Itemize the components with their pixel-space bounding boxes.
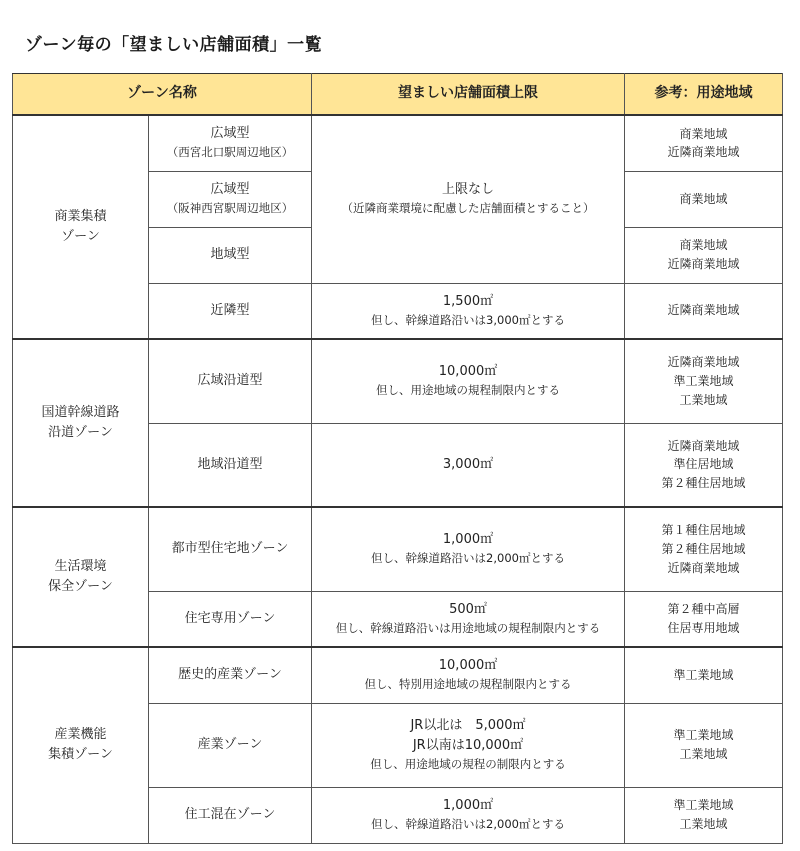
reference-line: 工業地域 xyxy=(679,817,728,831)
reference-cell xyxy=(625,591,783,647)
reference-cell xyxy=(625,339,783,423)
zone-name-line: 産業機能 xyxy=(54,727,107,743)
sub-type-label: 地域沿道型 xyxy=(197,456,263,472)
sub-type-cell xyxy=(149,227,312,283)
reference-cell xyxy=(625,703,783,787)
reference-line: 商業地域 xyxy=(679,238,728,253)
area-main-text: 1,000㎡ xyxy=(442,798,494,814)
reference-line: 工業地域 xyxy=(679,747,728,761)
area-cell xyxy=(312,283,625,339)
area-main-text: JR以北は 5,000㎡ xyxy=(410,717,526,733)
reference-line: 近隣商業地域 xyxy=(667,438,740,453)
sub-type-label: 地域型 xyxy=(210,246,250,262)
zone-cell-living xyxy=(13,507,149,647)
sub-type-cell xyxy=(149,283,312,339)
sub-type-cell xyxy=(149,423,312,507)
area-main-text: 3,000㎡ xyxy=(442,456,494,472)
area-main-text: 10,000㎡ xyxy=(438,658,498,674)
reference-line: 準工業地域 xyxy=(673,667,734,682)
sub-type-label: 広域沿道型 xyxy=(197,373,263,389)
sub-type-cell xyxy=(149,591,312,647)
zone-area-table xyxy=(12,73,783,844)
area-note-text: 但し、用途地域の規程制限内とする xyxy=(376,383,561,398)
zone-name-line: 生活環境 xyxy=(54,558,107,574)
sub-type-label: 住工混在ゾーン xyxy=(184,806,276,822)
reference-line: 近隣商業地域 xyxy=(667,145,740,160)
table-row xyxy=(13,339,783,423)
sub-type-note: （阪神西宮駅周辺地区） xyxy=(166,201,294,216)
table-row xyxy=(13,647,783,703)
reference-line: 第２種住居地域 xyxy=(661,476,746,491)
sub-type-label: 近隣型 xyxy=(210,302,250,318)
reference-line: 商業地域 xyxy=(679,126,728,141)
area-cell-shared xyxy=(312,115,625,283)
sub-type-note: （西宮北口駅周辺地区） xyxy=(166,145,294,160)
area-cell xyxy=(312,423,625,507)
sub-type-cell xyxy=(149,339,312,423)
reference-line: 準工業地域 xyxy=(673,728,734,743)
area-main-text: 上限なし xyxy=(442,182,495,198)
area-main-text: 1,500㎡ xyxy=(442,293,494,309)
zone-name-line: 保全ゾーン xyxy=(48,579,113,594)
area-note-text: 但し、幹線道路沿いは2,000㎡とする xyxy=(371,551,565,566)
table-header-row xyxy=(13,74,783,116)
reference-cell xyxy=(625,423,783,507)
area-note-text: 但し、幹線道路沿いは3,000㎡とする xyxy=(371,312,565,327)
area-main-text: 1,000㎡ xyxy=(442,532,494,548)
sub-type-label: 住宅専用ゾーン xyxy=(184,610,276,626)
area-cell xyxy=(312,507,625,591)
reference-line: 第１種住居地域 xyxy=(661,523,746,538)
sub-type-cell xyxy=(149,647,312,703)
area-note-text: 但し、幹線道路沿いは2,000㎡とする xyxy=(371,817,565,832)
area-cell xyxy=(312,787,625,843)
sub-type-label: 広域型 xyxy=(210,126,250,142)
reference-line: 近隣商業地域 xyxy=(667,303,740,318)
area-note-text: 但し、特別用途地域の規程制限内とする xyxy=(364,677,572,692)
sub-type-cell xyxy=(149,115,312,171)
reference-line: 近隣商業地域 xyxy=(667,560,740,575)
sub-type-cell xyxy=(149,787,312,843)
sub-type-cell xyxy=(149,703,312,787)
reference-line: 近隣商業地域 xyxy=(667,257,740,271)
zone-name-line: 国道幹線道路 xyxy=(41,404,120,420)
header-reference: 参考：用途地域 xyxy=(625,74,783,116)
zone-name-line: 集積ゾーン xyxy=(48,747,113,763)
area-note-text: （近隣商業環境に配慮した店舗面積とすること） xyxy=(341,201,595,216)
table-row xyxy=(13,115,783,171)
zone-name-line: 商業集積 xyxy=(54,208,107,224)
reference-line: 準工業地域 xyxy=(673,798,734,813)
table-row xyxy=(13,507,783,591)
area-cell xyxy=(312,339,625,423)
zone-cell-industrial xyxy=(13,647,149,843)
reference-cell xyxy=(625,647,783,703)
reference-cell xyxy=(625,787,783,843)
area-note-text: 但し、用途地域の規程の制限内とする xyxy=(370,757,566,772)
reference-cell xyxy=(625,507,783,591)
zone-name-line: 沿道ゾーン xyxy=(48,425,113,440)
header-area-limit: 望ましい店舗面積上限 xyxy=(312,74,625,116)
zone-name-line: ゾーン xyxy=(61,229,100,244)
sub-type-cell xyxy=(149,507,312,591)
reference-cell xyxy=(625,115,783,171)
area-cell xyxy=(312,703,625,787)
sub-type-label: 都市型住宅地ゾーン xyxy=(171,541,289,557)
reference-line: 近隣商業地域 xyxy=(667,355,740,370)
reference-cell xyxy=(625,171,783,227)
sub-type-label: 産業ゾーン xyxy=(197,736,263,752)
page-title: ゾーン毎の「望ましい店舗面積」一覧 xyxy=(25,35,323,55)
reference-line: 商業地域 xyxy=(679,191,728,206)
header-zone-name: ゾーン名称 xyxy=(13,74,312,116)
sub-type-cell xyxy=(149,171,312,227)
reference-line: 住居専用地域 xyxy=(667,620,740,635)
area-main-text: JR以南は10,000㎡ xyxy=(412,738,524,754)
sub-type-label: 歴史的産業ゾーン xyxy=(178,667,282,683)
zone-cell-roadside xyxy=(13,339,149,507)
reference-line: 準住居地域 xyxy=(673,457,734,472)
reference-line: 第２種中高層 xyxy=(667,602,740,617)
reference-cell xyxy=(625,283,783,339)
reference-line: 第２種住居地域 xyxy=(661,541,746,556)
sub-type-label: 広域型 xyxy=(210,182,250,198)
area-main-text: 500㎡ xyxy=(449,601,487,617)
reference-line: 工業地域 xyxy=(679,392,728,407)
area-cell xyxy=(312,647,625,703)
zone-cell-commercial xyxy=(13,115,149,339)
reference-cell xyxy=(625,227,783,283)
area-main-text: 10,000㎡ xyxy=(438,364,498,380)
reference-line: 準工業地域 xyxy=(673,373,734,388)
area-note-text: 但し、幹線道路沿いは用途地域の規程制限内とする xyxy=(335,620,601,635)
area-cell xyxy=(312,591,625,647)
